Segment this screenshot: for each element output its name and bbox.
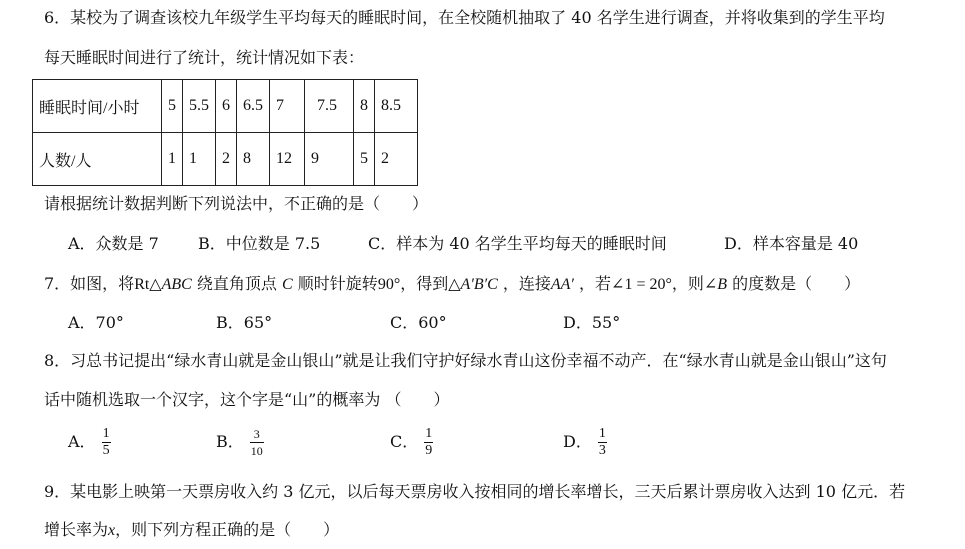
fraction: [250, 426, 264, 459]
q8-option-c-label: C．: [390, 432, 419, 451]
q7-option-a: A．70°: [68, 313, 124, 332]
q6-option-a: A．众数是 7: [68, 234, 159, 253]
q7-part5: ，连接: [502, 274, 551, 293]
q8-option-a-label: A．: [68, 432, 96, 451]
q9-text-line2: [44, 520, 339, 541]
table-cell: 8: [237, 133, 270, 186]
q9-line2-b: ，则下列方程正确的是（ ）: [115, 520, 340, 539]
sleep-stats-table: [32, 79, 418, 186]
table-cell: 8.5: [375, 80, 418, 133]
table-cell: 1: [183, 133, 216, 186]
q7-deg90: 90°: [377, 276, 401, 293]
table-cell: 8: [354, 80, 375, 133]
q7-part8: 的度数是（ ）: [732, 274, 861, 293]
q7-text: [44, 274, 860, 295]
table-cell: 7.5: [305, 80, 354, 133]
q7-part1: 7．如图，将: [44, 274, 135, 293]
table-cell: 6: [216, 80, 237, 133]
numerator: 3: [253, 427, 260, 441]
q7-part6: ，若: [579, 274, 612, 293]
q8-text-line1: 8．习总书记提出“绿水青山就是金山银山”就是让我们守护好绿水青山这份幸福不动产．在“绿水青山就是金山银山”这句: [44, 351, 887, 370]
numerator: 1: [425, 426, 433, 441]
q8-option-d-label: D．: [563, 432, 592, 451]
table-cell: 5: [354, 133, 375, 186]
q8-option-c: [390, 426, 433, 459]
table-header-count: 人数/人: [33, 133, 162, 186]
q6-option-b: B．中位数是 7.5: [198, 234, 321, 253]
table-cell: 7: [270, 80, 305, 133]
denominator: 5: [102, 443, 110, 458]
q7-part2: 绕直角顶点: [196, 274, 277, 293]
q6-option-c: C．样本为 40 名学生平均每天的睡眠时间: [368, 234, 667, 253]
q7-abc: ABC: [161, 276, 192, 293]
q7-part7: ，则: [671, 274, 704, 293]
table-row-hours: [33, 80, 418, 133]
denominator: 10: [250, 444, 263, 458]
fraction: [102, 426, 111, 459]
table-cell: 1: [162, 133, 183, 186]
q7-tri2-sym: △: [448, 276, 461, 293]
fraction: [598, 426, 607, 459]
q7-rt: Rt△: [134, 276, 162, 293]
q7-aa: AA′: [550, 276, 574, 293]
q8-option-a: [68, 426, 111, 459]
q9-line2-a: 增长率为: [44, 520, 109, 539]
table-cell: 2: [375, 133, 418, 186]
q7-b: B: [717, 276, 728, 293]
q7-part4: ，得到: [400, 274, 449, 293]
q6-option-d: D．样本容量是 40: [724, 234, 859, 253]
q7-angle-b-sym: ∠: [703, 276, 718, 293]
table-cell: 6.5: [237, 80, 270, 133]
numerator: 1: [598, 426, 606, 441]
q7-option-d: D．55°: [563, 313, 621, 332]
q7-part3: 顺时针旋转: [297, 274, 378, 293]
q7-option-c: C．60°: [390, 313, 447, 332]
table-cell: 12: [270, 133, 305, 186]
table-cell: 9: [305, 133, 354, 186]
q7-c: C: [282, 276, 293, 293]
q8-option-b: [216, 426, 264, 459]
q6-text-line2: 每天睡眠时间进行了统计，统计情况如下表：: [44, 48, 365, 67]
q8-option-b-label: B．: [216, 432, 244, 451]
table-header-hours: 睡眠时间/小时: [33, 80, 162, 133]
q9-x: x: [108, 522, 116, 539]
q8-option-d: [563, 426, 607, 459]
q7-angle1: ∠1 = 20°: [611, 276, 672, 293]
table-cell: 5: [162, 80, 183, 133]
table-cell: 5.5: [183, 80, 216, 133]
numerator: 1: [102, 426, 110, 441]
denominator: 3: [598, 443, 606, 458]
fraction: [424, 426, 433, 459]
table-cell: 2: [216, 133, 237, 186]
q7-option-b: B．65°: [216, 313, 273, 332]
q6-prompt: 请根据统计数据判断下列说法中，不正确的是（ ）: [44, 194, 429, 213]
denominator: 9: [425, 443, 433, 458]
q6-text-line1: 6．某校为了调查该校九年级学生平均每天的睡眠时间，在全校随机抽取了 40 名学生进行调查，并将收集到的学生平均: [44, 8, 885, 27]
q9-text-line1: 9．某电影上映第一天票房收入约 3 亿元，以后每天票房收入按相同的增长率增长，三天后累计票房收入达到 10 亿元．若: [44, 482, 906, 501]
q8-text-line2: 话中随机选取一个汉字，这个字是“山”的概率为 （ ）: [44, 390, 450, 409]
table-row-count: [33, 133, 418, 186]
q7-tri2: A′B′C: [460, 276, 498, 293]
